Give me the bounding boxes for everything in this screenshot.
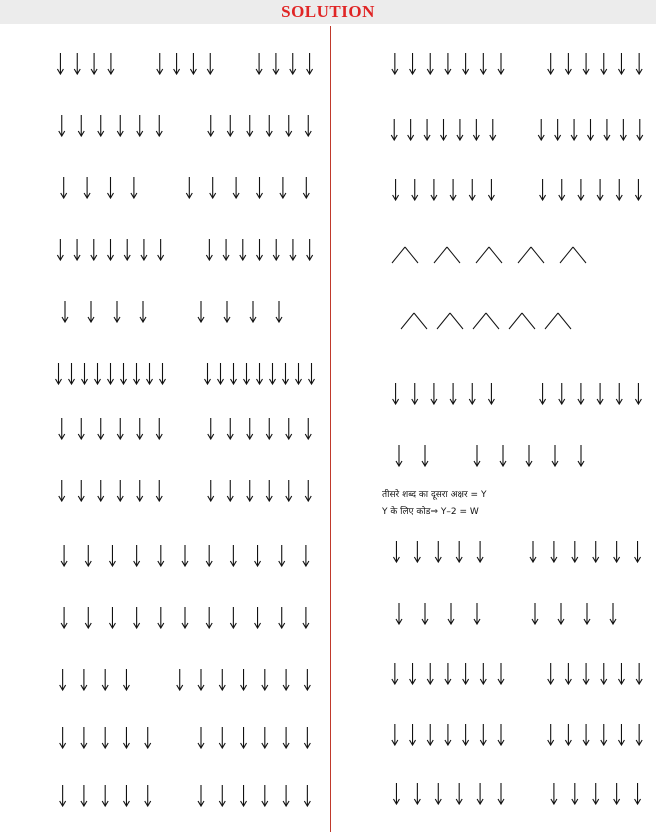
bottom-branch-right — [522, 313, 535, 329]
bottom-branch-right — [558, 313, 571, 329]
solution-title: SOLUTION — [281, 2, 375, 21]
top-branch-right — [573, 247, 586, 263]
bottom-branch-left — [401, 313, 414, 329]
top-branch-right — [405, 247, 418, 263]
top-branch-left — [476, 247, 489, 263]
bottom-branch-left — [473, 313, 486, 329]
top-branch-right — [531, 247, 544, 263]
bottom-branch-left — [437, 313, 450, 329]
bottom-branch-right — [486, 313, 499, 329]
bottom-branch-right — [450, 313, 463, 329]
top-branch-right — [447, 247, 460, 263]
bottom-branch-right — [414, 313, 427, 329]
q18-note-line1: तीसरे शब्द का दूसरा अक्षर = Y — [382, 490, 487, 500]
q18-note-line2: Y के लिए कोड⇒ Y–2 = W — [382, 507, 479, 517]
top-branch-left — [518, 247, 531, 263]
top-branch-right — [489, 247, 502, 263]
top-branch-left — [434, 247, 447, 263]
bottom-branch-left — [545, 313, 558, 329]
top-branch-left — [392, 247, 405, 263]
top-branch-left — [560, 247, 573, 263]
bottom-branch-left — [509, 313, 522, 329]
